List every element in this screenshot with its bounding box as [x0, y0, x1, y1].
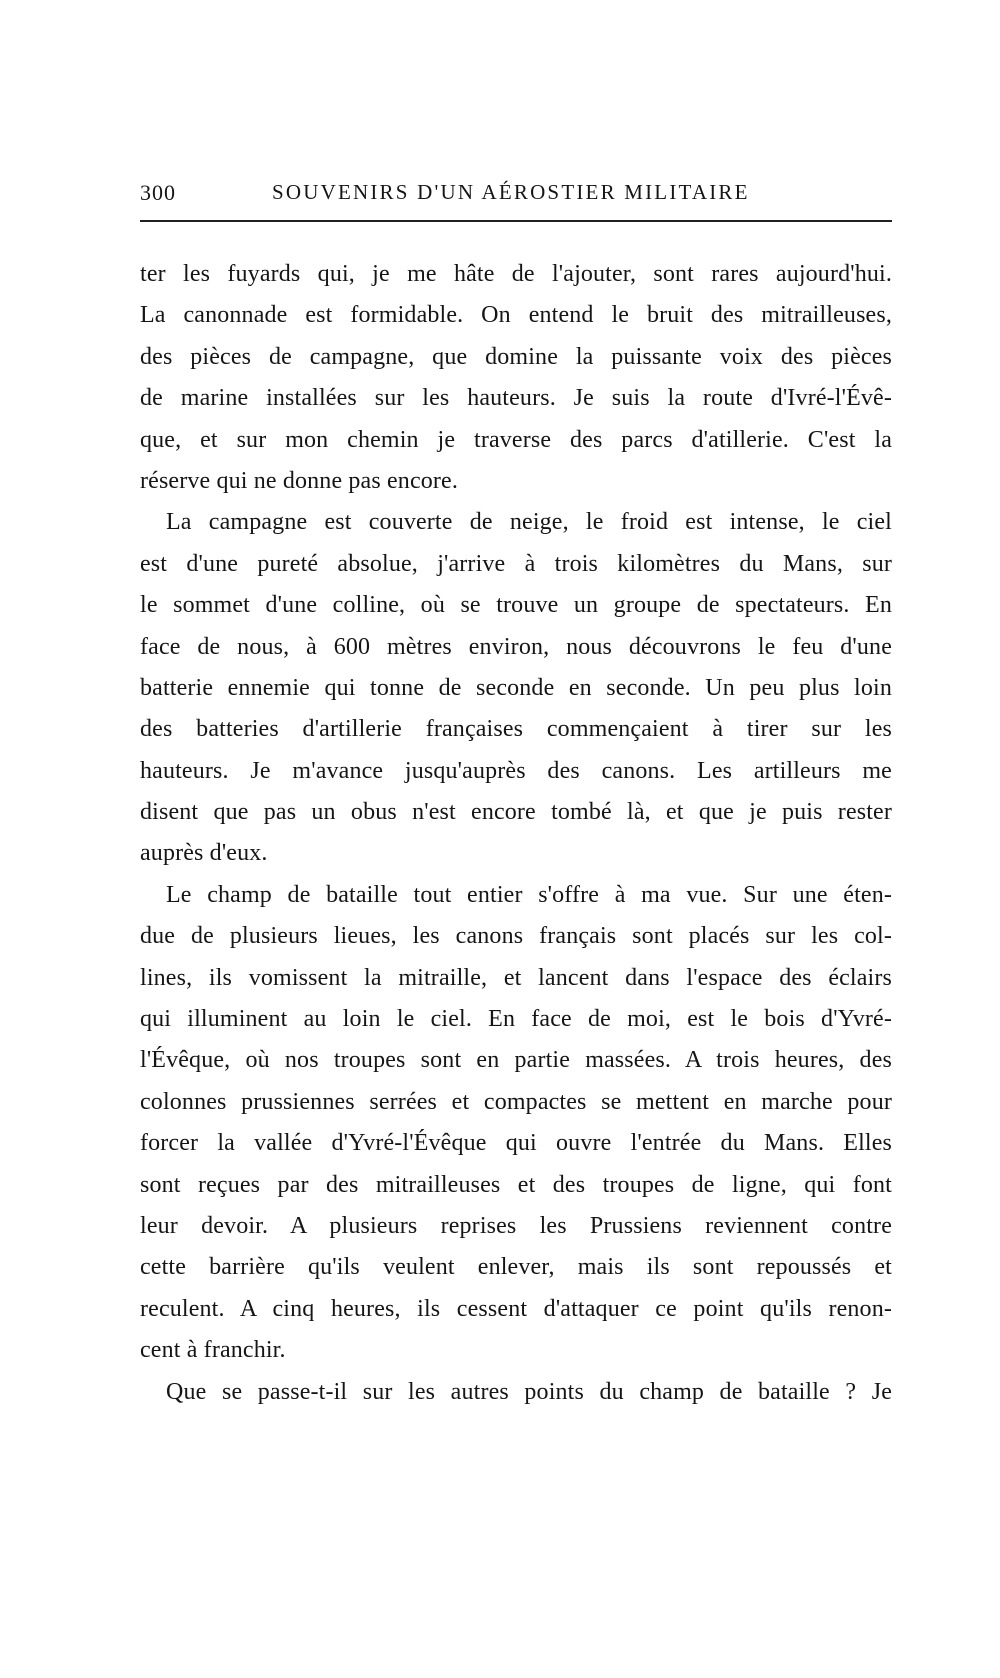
- text-line: hauteurs. Je m'avance jusqu'auprès des canons. Les artilleurs me: [140, 757, 892, 784]
- page-number: 300: [140, 180, 176, 205]
- text-line: des pièces de campagne, que domine la puissante voix des pièces: [140, 343, 892, 370]
- text-line: forcer la vallée d'Yvré-l'Évêque qui ouvre l'entrée du Mans. Elles: [140, 1130, 892, 1157]
- text-line: sont reçues par des mitrailleuses et des troupes de ligne, qui font: [140, 1171, 892, 1198]
- text-line: lines, ils vomissent la mitraille, et lancent dans l'espace des éclairs: [140, 964, 892, 991]
- text-line: disent que pas un obus n'est encore tombé là, et que je puis rester: [140, 799, 892, 826]
- text-line: La canonnade est formidable. On entend le bruit des mitrailleuses,: [140, 302, 892, 329]
- text-line: La campagne est couverte de neige, le froid est intense, le ciel: [166, 509, 892, 536]
- running-title: SOUVENIRS D'UN AÉROSTIER MILITAIRE: [272, 180, 750, 204]
- text-line: leur devoir. A plusieurs reprises les Prussiens reviennent contre: [140, 1212, 892, 1239]
- text-line: que, et sur mon chemin je traverse des parcs d'atillerie. C'est la: [140, 426, 892, 453]
- text-line: batterie ennemie qui tonne de seconde en seconde. Un peu plus loin: [140, 674, 892, 701]
- header-rule: [140, 220, 892, 222]
- text-line: de marine installées sur les hauteurs. Je suis la route d'Ivré-l'Évê-: [140, 385, 892, 412]
- text-line: est d'une pureté absolue, j'arrive à trois kilomètres du Mans, sur: [140, 550, 892, 577]
- text-line: ter les fuyards qui, je me hâte de l'ajouter, sont rares aujourd'hui.: [140, 261, 892, 287]
- text-line: qui illuminent au loin le ciel. En face de moi, est le bois d'Yvré-: [140, 1006, 892, 1033]
- running-head: [140, 180, 892, 216]
- text-line: cent à franchir.: [140, 1337, 286, 1364]
- text-line: Que se passe-t-il sur les autres points du champ de bataille ? Je: [166, 1378, 892, 1405]
- text-line: réserve qui ne donne pas encore.: [140, 467, 458, 494]
- body-text: [140, 254, 892, 1413]
- text-line: l'Évêque, où nos troupes sont en partie massées. A trois heures, des: [140, 1047, 892, 1074]
- text-line: Le champ de bataille tout entier s'offre à ma vue. Sur une éten-: [166, 881, 892, 908]
- text-line: cette barrière qu'ils veulent enlever, mais ils sont repoussés et: [140, 1254, 892, 1281]
- text-line: des batteries d'artillerie françaises commençaient à tirer sur les: [140, 716, 892, 743]
- text-line: colonnes prussiennes serrées et compactes se mettent en marche pour: [140, 1088, 892, 1115]
- text-line: face de nous, à 600 mètres environ, nous découvrons le feu d'une: [140, 633, 892, 660]
- text-line: reculent. A cinq heures, ils cessent d'attaquer ce point qu'ils renon-: [140, 1295, 892, 1322]
- text-line: le sommet d'une colline, où se trouve un groupe de spectateurs. En: [140, 592, 892, 619]
- text-line: due de plusieurs lieues, les canons français sont placés sur les col-: [140, 923, 892, 950]
- text-line: auprès d'eux.: [140, 840, 268, 867]
